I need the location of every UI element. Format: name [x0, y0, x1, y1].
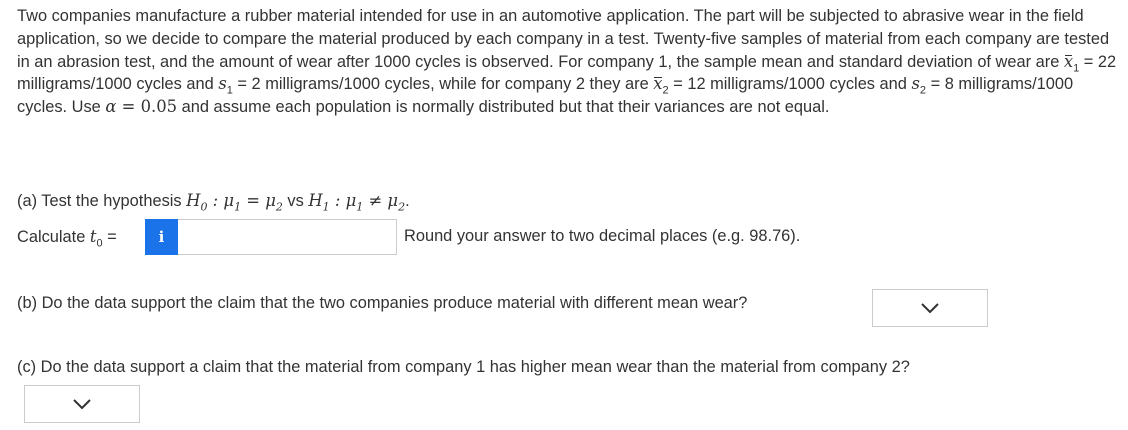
alpha-symbol: α	[105, 97, 117, 117]
alpha-value: = 0.05	[116, 97, 178, 117]
part-b-question: (b) Do the data support the claim that the two companies produce material with different mean wear?	[17, 294, 748, 312]
h1-symbol: H	[308, 191, 323, 210]
s1-value: = 2 milligrams/1000 cycles, while for company 2 they are	[232, 75, 654, 94]
info-icon[interactable]	[145, 219, 178, 255]
xbar1-symbol: x	[1063, 51, 1074, 71]
chevron-down-icon	[920, 302, 940, 314]
chevron-down-icon	[72, 398, 92, 410]
problem-text-end: and assume each population is normally distributed but that their variances are not equal.	[177, 98, 830, 117]
period: .	[405, 192, 410, 210]
xbar2-value: = 12 milligrams/1000 cycles and	[668, 75, 912, 94]
xbar1-value: = 22 milligrams/1000 cycles and	[17, 52, 1117, 94]
calculate-equals: =	[102, 228, 117, 246]
t-symbol: t	[89, 227, 97, 246]
equals-mu: = μ	[241, 191, 276, 210]
t0-answer-input[interactable]	[178, 219, 397, 255]
vs-text: vs	[282, 192, 309, 210]
calculate-row	[17, 219, 917, 255]
xbar2-symbol: x	[653, 74, 663, 94]
xbar1-subscript: 1	[1073, 61, 1080, 74]
mu2-subscript: 2	[275, 200, 283, 214]
part-c-dropdown[interactable]	[24, 385, 140, 423]
part-b-dropdown[interactable]	[872, 289, 988, 327]
calculate-label	[17, 227, 117, 250]
s1-symbol: s	[218, 74, 227, 94]
mu1-subscript: 1	[234, 200, 242, 214]
h0-symbol: H	[186, 191, 201, 210]
rounding-hint: Round your answer to two decimal places (e.g. 98.76).	[404, 227, 801, 245]
h1-subscript: 1	[322, 200, 330, 214]
mu2b-subscript: 2	[398, 200, 406, 214]
problem-text-intro: Two companies manufacture a rubber material intended for use in an automotive application. The part will be subjected to abrasive wear in the field application, so we decide to compare the material produced by each company in a test. Twenty-five samples of material from each company are tested in an abrasion test, and the amount of wear after 1000 cycles is observed. For company 1, the sample mean and standard deviation of wear are	[17, 7, 1110, 71]
s1-subscript: 1	[226, 84, 233, 97]
part-a-prefix: (a) Test the hypothesis	[17, 192, 187, 210]
h1-colon-mu: : μ	[329, 191, 357, 210]
s2-symbol: s	[911, 74, 920, 94]
s2-value: = 8 milligrams/1000 cycles. Use	[17, 75, 1074, 117]
part-c-question: (c) Do the data support a claim that the material from company 1 has higher mean wear than the material from company 2?	[17, 358, 910, 376]
part-a-hypothesis	[17, 190, 410, 212]
calculate-prefix: Calculate	[17, 228, 90, 246]
not-equal-mu: ≠ μ	[363, 191, 399, 210]
mu1b-subscript: 1	[356, 200, 364, 214]
h0-colon-mu: : μ	[207, 191, 235, 210]
problem-statement	[17, 5, 1117, 119]
t-subscript: 0	[96, 237, 103, 250]
s2-subscript: 2	[919, 84, 927, 97]
xbar2-subscript: 2	[662, 84, 669, 97]
h0-subscript: 0	[200, 200, 208, 214]
info-icon-glyph: i	[158, 228, 165, 246]
